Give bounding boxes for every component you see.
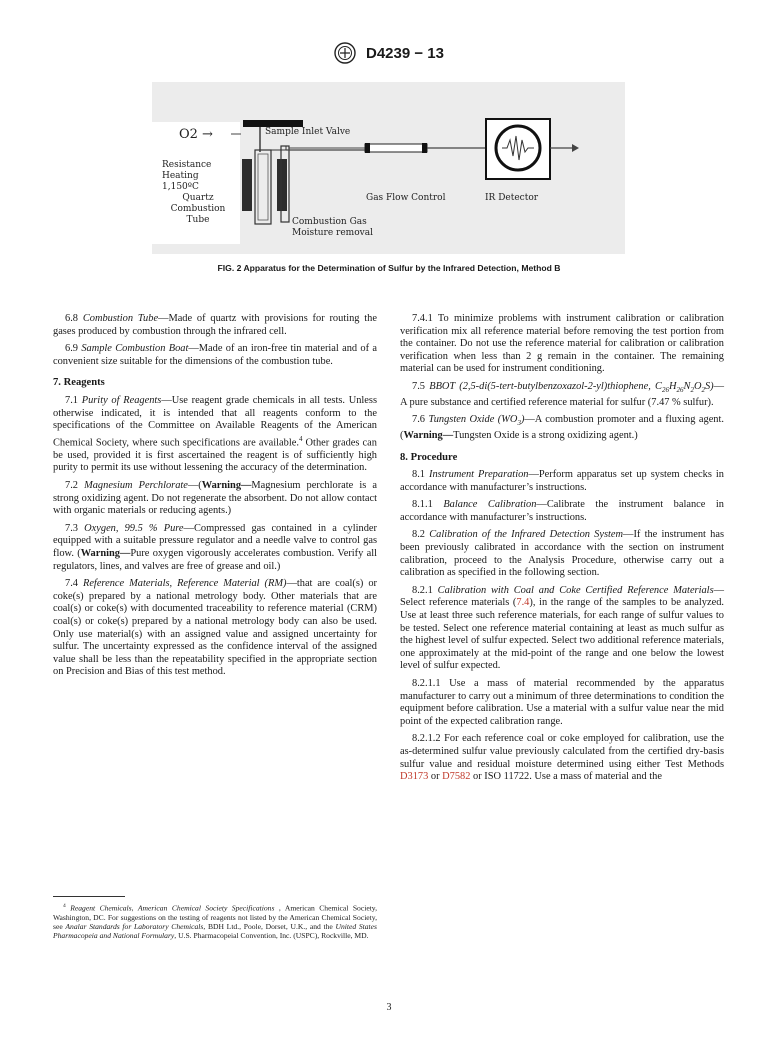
para-text: or ISO 11722. Use a mass of material and the	[470, 771, 662, 783]
resistance-line: Resistance	[162, 160, 212, 170]
para-title	[429, 380, 714, 395]
para-7-4	[53, 578, 377, 679]
para-7-1	[53, 395, 377, 475]
para-text: —Compressed gas contained in a cylinder equipped with a suitable pressure regulator and a needle valve to control gas flow. (	[53, 522, 377, 559]
para-text: —A pure substance and certified reference material for sulfur (7.47 % sulfur).	[400, 380, 724, 408]
para-7-4-1: 7.4.1 To minimize problems with instrument calibration or calibration verification mix all reference material before removing the test portion from the container. Do not use the reference material for calibration or calibration verification when less than 2 g remain in the container. The remaining material can be used for instrument conditioning.	[400, 313, 724, 375]
para-text: 8.2.1.2 For each reference coal or coke employed for calibration, use the as-determined sulfur value previously calculated from the certified dry-basis sulfur value and residual moisture determined using either Test Methods	[400, 733, 724, 770]
para-text: —(	[187, 480, 202, 491]
para-number: 6.9	[65, 343, 82, 355]
para-text: ), in the range of the samples to be analyzed. Use at least three such reference materials, for each range of sulfur values to be tested. Select one reference material containing at least as much sulfur as the highest level of sulfur expected. Select two additional reference materials, one approximately at the mid-point of the range and one below the lowest level of sulfur expected.	[400, 597, 724, 672]
footnote-divider	[53, 896, 125, 897]
para-text: —Made of an iron-free tin material and of a convenient size suitable for the dimensions of the combustion tube.	[53, 343, 378, 367]
warning-label: Warning—	[403, 429, 454, 441]
footnote	[53, 902, 377, 940]
para-text: —If the instrument has been previously calibrated in accordance with the section on instrument calibration, proceed to the Analysis Procedure, otherwise carry out a calibration as specified in the following section.	[400, 529, 724, 579]
section-link[interactable]: 7.4	[516, 597, 530, 609]
para-text: Pure oxygen vigorously accelerates combustion. Verify all regulators, lines, and valves are free of grease and oil.)	[53, 547, 377, 572]
footnote-text: , U.S. Pharmacopeial Convention, Inc. (USPC), Rockville, MD.	[174, 931, 369, 941]
para-text: —Select reference materials (	[400, 584, 724, 609]
footnote-ref: 4	[298, 434, 303, 443]
resistance-line: Combustion	[170, 204, 226, 214]
footnote-title: Analar Standards for Laboratory Chemicals	[65, 921, 204, 931]
astm-logo-icon	[334, 42, 356, 64]
left-column	[53, 313, 377, 684]
para-text: —Made of quartz with provisions for routing the gases produced by combustion through the infrared cell.	[53, 313, 377, 337]
para-text: Magnesium perchlorate is a strong oxidizing agent. Do not regenerate the absorbent. Do not allow contact with organic materials or reducing agents.)	[53, 480, 377, 517]
footnote-title: Reagent Chemicals, American Chemical Society Specifications	[65, 903, 275, 913]
para-text: Other grades can be used, provided it is first ascertained the reagent is of sufficiently high purity to permit its use without lessening the accuracy of the determination.	[53, 437, 377, 474]
ir-detector-label: IR Detector	[485, 193, 539, 203]
para-number: 8.1	[412, 469, 430, 481]
para-7-5	[400, 381, 724, 409]
warning-label: Warning—	[201, 480, 252, 491]
para-title: Reference Materials, Reference Material (RM)	[82, 578, 287, 590]
apparatus-figure	[152, 82, 625, 254]
combustion-gas-label	[292, 217, 373, 239]
para-6-8	[53, 313, 377, 338]
para-number: 8.1.1	[412, 499, 444, 511]
footnote-text: , BDH Ltd., Poole, Dorset, U.K., and the	[203, 921, 336, 931]
formula-part: )	[520, 414, 525, 426]
footnote-text: , American Chemical Society, Washington, DC. For suggestions on the testing of reagents not listed by the American Chemical Society, see	[53, 903, 377, 931]
oxygen-inlet-label: O2 →	[179, 127, 213, 142]
document-code: D4239 − 13	[366, 44, 444, 62]
para-8-1	[400, 469, 724, 494]
para-8-2-1	[400, 585, 724, 673]
standard-link[interactable]: D7582	[442, 771, 471, 783]
para-8-2-1-2	[400, 733, 724, 783]
formula-part: BBOT (2,5-di(5-tert-butylbenzoxazol-2-yl)thiophene, C	[429, 380, 662, 392]
para-title: Sample Combustion Boat	[81, 343, 189, 355]
para-title: Magnesium Perchlorate	[84, 480, 188, 491]
para-text: or	[428, 771, 443, 783]
para-title: Combustion Tube	[82, 313, 159, 324]
para-text: —Use reagent grade chemicals in all tests. Unless otherwise indicated, it is intended that all reagents conform to the specifications of the Committee on Available Reagents of the American Chemical Society, where such specifications are available.	[53, 394, 377, 449]
para-title: Instrument Preparation	[429, 469, 529, 481]
para-text: —A combustion promoter and a fluxing agent. (	[400, 414, 724, 441]
para-number: 7.4	[65, 578, 83, 590]
para-number: 7.2	[65, 480, 85, 491]
formula-sub: 3	[517, 419, 521, 428]
para-text: —Perform apparatus set up system checks in accordance with manufacturer’s instructions.	[400, 469, 724, 493]
para-8-2	[400, 529, 724, 579]
formula-sub: 26	[661, 386, 669, 395]
formula-part: O	[693, 380, 702, 392]
resistance-label	[162, 160, 234, 226]
para-title: Oxygen, 99.5 % Pure	[84, 522, 184, 534]
para-6-9	[53, 343, 377, 368]
para-7-2	[53, 480, 377, 518]
formula-sub: 2	[690, 386, 694, 395]
page-number: 3	[386, 1002, 392, 1013]
section-heading-procedure: 8. Procedure	[400, 451, 458, 463]
formula-part: S)	[704, 380, 714, 392]
para-number: 6.8	[65, 313, 83, 324]
para-number: 7.3	[65, 522, 85, 534]
para-title: Calibration of the Infrared Detection System	[429, 529, 624, 541]
para-8-2-1-1: 8.2.1.1 Use a mass of material recommended by the apparatus manufacturer to carry out a minimum of three determinations to condition the equipment before calibration. Use a material with a sulfur value near the mid point of the expected calibration range.	[400, 678, 724, 727]
resistance-line: Quartz	[182, 193, 214, 203]
gas-flow-label: Gas Flow Control	[366, 193, 446, 203]
formula-part: H	[668, 380, 677, 392]
para-number: 7.1	[65, 394, 82, 406]
resistance-line: Tube	[186, 215, 210, 225]
footnote-marker: 4	[63, 903, 66, 909]
para-text: —that are coal(s) or coke(s) prepared by a national metrology body. Other materials that are coal(s) or coke(s) with documented traceability to reference material (CRM) coal(s) or coke(s) prepared by a national metrology body can also be used. Only use material(s) with an assigned value and assigned uncertainty for sulfur. The uncertainty expressed as the confidence interval of the assigned value shall be less than the repeatability specified in the appropriate section on Precision and Bias of this test method.	[53, 578, 377, 678]
para-7-3	[53, 523, 377, 573]
standard-link[interactable]: D3173	[400, 771, 429, 783]
para-text: Tungsten Oxide is a strong oxidizing agent.)	[453, 429, 638, 441]
formula-part: Tungsten Oxide (WO	[428, 414, 518, 426]
para-title: Calibration with Coal and Coke Certified Reference Materials	[437, 584, 714, 596]
para-number: 7.6	[412, 414, 429, 426]
para-number: 8.2	[412, 529, 430, 541]
sample-inlet-label: Sample Inlet Valve	[265, 127, 351, 137]
combustion-gas-line: Combustion Gas	[292, 217, 367, 227]
para-title	[428, 414, 525, 428]
para-title: Purity of Reagents	[81, 394, 162, 406]
para-8-1-1	[400, 499, 724, 524]
para-number: 8.2.1	[412, 584, 438, 596]
para-number: 7.5	[412, 380, 430, 392]
combustion-gas-line: Moisture removal	[292, 228, 373, 238]
formula-sub: 26	[676, 386, 684, 395]
para-text: —Calibrate the instrument balance in accordance with manufacturer’s instructions.	[400, 499, 725, 523]
formula-sub: 2	[701, 386, 705, 395]
resistance-line: 1,150ºC	[162, 182, 199, 192]
formula-part: N	[683, 380, 691, 392]
para-7-6	[400, 414, 724, 442]
footnote-title: United States Pharmacopeia and National Formulary	[53, 921, 377, 941]
figure-caption: FIG. 2 Apparatus for the Determination of Sulfur by the Infrared Detection, Method B	[217, 263, 561, 273]
right-column	[400, 313, 724, 789]
resistance-line: Heating	[162, 171, 199, 181]
para-title: Balance Calibration	[443, 499, 537, 511]
page-header	[0, 42, 778, 64]
section-heading-reagents: 7. Reagents	[53, 377, 105, 389]
warning-label: Warning—	[80, 547, 131, 559]
